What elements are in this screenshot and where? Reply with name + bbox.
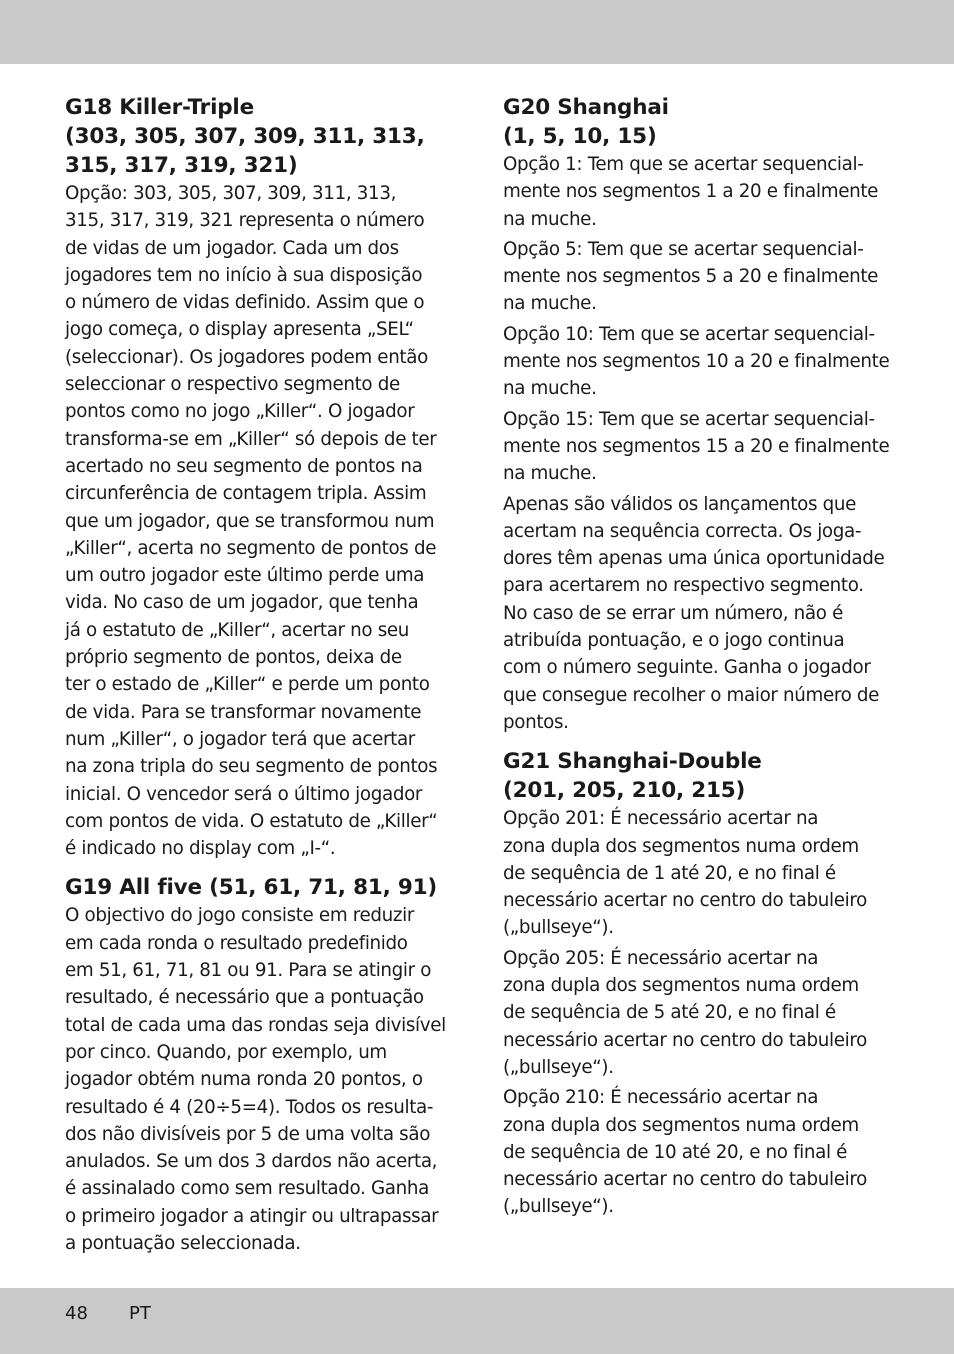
option-205-text: Opção 205: É necessário acertar na zona dupla dos segmentos numa ordem de sequência de 5 até 20, e no final é necessário acertar no centro do tabuleiro („bullseye“).: [503, 947, 867, 1078]
option-10-text: Opção 10: Tem que se acertar sequencial- mente nos segmentos 10 a 20 e finalmente na muche.: [503, 323, 890, 400]
page-number: 48: [65, 1303, 88, 1324]
section-g19-all-five: [65, 873, 457, 1257]
section-g18-killer-triple: [65, 93, 457, 862]
section-body: Opção: 303, 305, 307, 309, 311, 313, 315, 317, 319, 321 representa o número de vidas de um jogador. Cada um dos jogadores tem no início à sua disposição o número de vidas definido. Assim que o jogo começa, o display apresenta „SEL“ (seleccionar). Os jogadores podem então seleccionar o respectivo segmento de pontos como no jogo „Killer“. O jogador transforma-se em „Killer“ só depois de ter acertado no seu segmento de pontos na circunferência de contagem tripla. Assim que um jogador, que se transformou num „Killer“, acerta no segmento de pontos de um outro jogador este último perde uma vida. No caso de um jogador, que tenha já o estatuto de „Killer“, acertar no seu próprio segmento de pontos, deixa de ter o estado de „Killer“ e perde um ponto de vida. Para se transformar novamente num „Killer“, o jogador terá que acertar na zona tripla do seu segmento de pontos inicial. O vencedor será o último jogador com pontos de vida. O estatuto de „Killer“ é indicado no display com „I-“.: [65, 183, 438, 860]
section-heading: G19 All five (51, 61, 71, 81, 91): [65, 875, 437, 901]
section-g20-shanghai: [503, 93, 895, 736]
right-column: [503, 93, 895, 1221]
option-5-text: Opção 5: Tem que se acertar sequencial- mente nos segmentos 5 a 20 e finalmente na muche.: [503, 238, 879, 315]
section-heading: G21 Shanghai-Double (201, 205, 210, 215): [503, 749, 762, 804]
section-g21-shanghai-double: [503, 747, 895, 1220]
left-column: [65, 93, 457, 1257]
header-band: [0, 0, 954, 64]
option-1-text: Opção 1: Tem que se acertar sequencial- mente nos segmentos 1 a 20 e finalmente na muche.: [503, 154, 879, 230]
section-body: O objectivo do jogo consiste em reduzir em cada ronda o resultado predefinido em 51, 61, 71, 81 ou 91. Para se atingir o resultado, é necessário que a pontuação total de cada uma das rondas seja divisível por cinco. Quando, por exemplo, um jogador obtém numa ronda 20 pontos, o resultado é 4 (20÷5=4). Todos os resulta- dos não divisíveis por 5 de uma volta são anulados. Se um dos 3 dardos não acerta, é assinalado como sem resultado. Ganha o primeiro jogador a atingir ou ultrapassar a pontuação seleccionada.: [65, 905, 446, 1254]
option-15-text: Opção 15: Tem que se acertar sequencial- mente nos segmentos 15 a 20 e finalmente na muche.: [503, 408, 890, 485]
option-201-text: Opção 201: É necessário acertar na zona dupla dos segmentos numa ordem de sequência de 1 até 20, e no final é necessário acertar no centro do tabuleiro („bullseye“).: [503, 808, 867, 939]
option-210-text: Opção 210: É necessário acertar na zona dupla dos segmentos numa ordem de sequência de 10 até 20, e no final é necessário acertar no centro do tabuleiro („bullseye“).: [503, 1087, 867, 1218]
section-heading: G20 Shanghai (1, 5, 10, 15): [503, 95, 669, 149]
language-code: PT: [129, 1303, 151, 1324]
section-heading: G18 Killer-Triple (303, 305, 307, 309, 311, 313, 315, 317, 319, 321): [65, 95, 425, 178]
rules-text: Apenas são válidos os lançamentos que acertam na sequência correcta. Os joga- dores têm apenas uma única oportunidade para acertarem no respectivo segmento. No caso de se errar um número, não é atribuída pontuação, e o jogo continua com o número seguinte. Ganha o jogador que consegue recolher o maior número de pontos.: [503, 493, 885, 733]
